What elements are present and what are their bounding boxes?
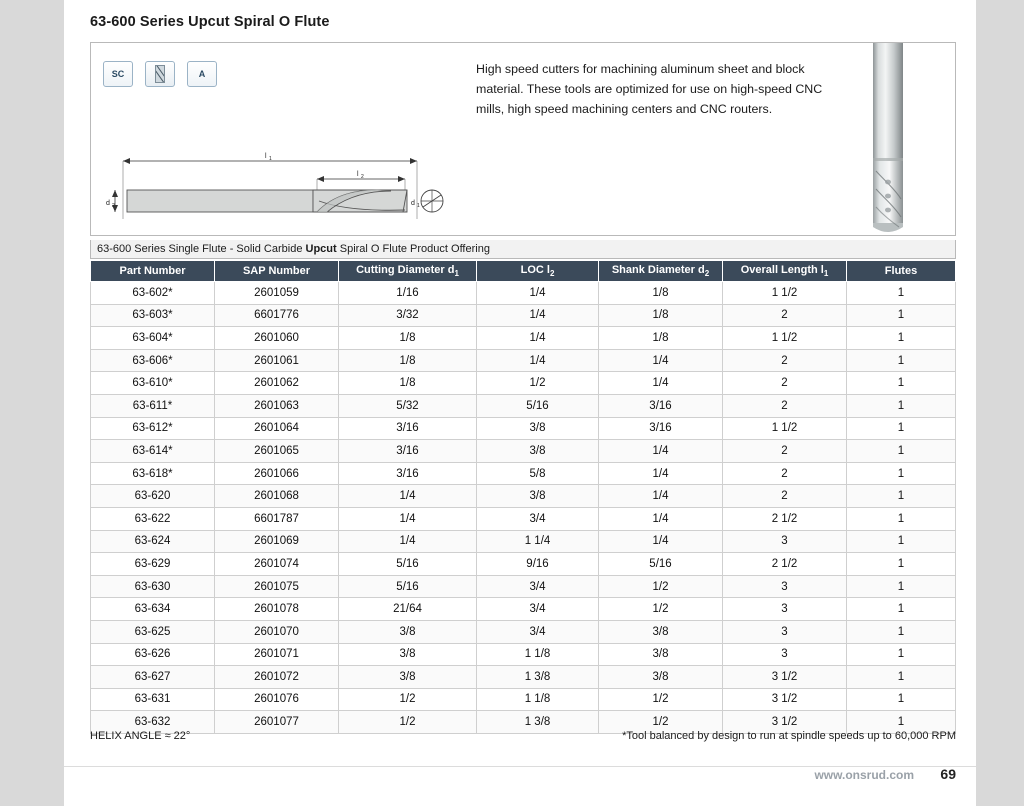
table-cell: 63-614* bbox=[91, 440, 215, 463]
table-cell: 3 bbox=[723, 530, 847, 553]
table-cell: 63-612* bbox=[91, 417, 215, 440]
table-cell: 3/4 bbox=[477, 507, 599, 530]
table-cell: 3/32 bbox=[339, 304, 477, 327]
table-row bbox=[91, 485, 956, 508]
table-cell: 2 bbox=[723, 440, 847, 463]
table-row bbox=[91, 349, 956, 372]
svg-text:1: 1 bbox=[417, 203, 420, 209]
table-cell: 1/4 bbox=[339, 507, 477, 530]
table-cell: 3 bbox=[723, 620, 847, 643]
table-cell: 5/32 bbox=[339, 394, 477, 417]
table-cell: 63-626 bbox=[91, 643, 215, 666]
svg-text:2: 2 bbox=[112, 203, 115, 209]
table-cell: 1 bbox=[847, 688, 956, 711]
end-mill-photo bbox=[829, 43, 949, 236]
col-overall-length: Overall Length $l_1$ bbox=[723, 261, 847, 282]
table-cell: 1/4 bbox=[599, 462, 723, 485]
table-cell: 1/4 bbox=[339, 485, 477, 508]
table-cell: 1 bbox=[847, 711, 956, 734]
product-info-panel bbox=[90, 42, 956, 236]
table-cell: 3/8 bbox=[599, 666, 723, 689]
table-cell: 1/4 bbox=[599, 507, 723, 530]
table-cell: 2601068 bbox=[215, 485, 339, 508]
table-row bbox=[91, 620, 956, 643]
table-cell: 21/64 bbox=[339, 598, 477, 621]
table-row bbox=[91, 643, 956, 666]
table-cell: 1/8 bbox=[339, 327, 477, 350]
table-cell: 3/8 bbox=[599, 643, 723, 666]
table-row bbox=[91, 530, 956, 553]
table-cell: 3/16 bbox=[599, 394, 723, 417]
table-cell: 5/16 bbox=[339, 553, 477, 576]
table-cell: 3/8 bbox=[599, 620, 723, 643]
table-cell: 1 bbox=[847, 507, 956, 530]
table-cell: 2 bbox=[723, 485, 847, 508]
table-row bbox=[91, 666, 956, 689]
table-cell: 1/4 bbox=[599, 349, 723, 372]
table-cell: 63-627 bbox=[91, 666, 215, 689]
table-cell: 2601069 bbox=[215, 530, 339, 553]
table-cell: 1 bbox=[847, 620, 956, 643]
table-cell: 1 bbox=[847, 462, 956, 485]
table-cell: 2601063 bbox=[215, 394, 339, 417]
table-cell: 1 bbox=[847, 304, 956, 327]
table-cell: 2 bbox=[723, 304, 847, 327]
table-cell: 3/8 bbox=[339, 643, 477, 666]
table-cell: 1/2 bbox=[599, 711, 723, 734]
table-cell: 1/4 bbox=[477, 327, 599, 350]
table-cell: 5/16 bbox=[477, 394, 599, 417]
table-cell: 3/4 bbox=[477, 620, 599, 643]
svg-text:1: 1 bbox=[269, 156, 272, 162]
table-cell: 2601071 bbox=[215, 643, 339, 666]
table-cell: 2601065 bbox=[215, 440, 339, 463]
col-sap-number: SAP Number bbox=[215, 261, 339, 282]
table-cell: 1/2 bbox=[599, 598, 723, 621]
table-cell: 1/4 bbox=[477, 349, 599, 372]
table-cell: 2601064 bbox=[215, 417, 339, 440]
table-row bbox=[91, 575, 956, 598]
helix-angle-note: HELIX ANGLE ≈ 22° bbox=[90, 730, 191, 742]
table-cell: 1/4 bbox=[599, 485, 723, 508]
product-description: High speed cutters for machining aluminum sheet and block material. These tools are optimized for use on high-speed CNC mills, high speed machining centers and CNC routers. bbox=[476, 62, 823, 116]
badge-sc: SC bbox=[103, 61, 133, 87]
table-cell: 2601075 bbox=[215, 575, 339, 598]
table-cell: 1 bbox=[847, 440, 956, 463]
table-caption-suffix: Spiral O Flute Product Offering bbox=[336, 243, 490, 255]
table-cell: 1 bbox=[847, 282, 956, 305]
table-cell: 1 bbox=[847, 349, 956, 372]
table-cell: 1/2 bbox=[339, 688, 477, 711]
table-cell: 63-634 bbox=[91, 598, 215, 621]
table-cell: 3 bbox=[723, 598, 847, 621]
table-cell: 5/8 bbox=[477, 462, 599, 485]
table-cell: 2601066 bbox=[215, 462, 339, 485]
table-cell: 63-629 bbox=[91, 553, 215, 576]
table-row bbox=[91, 553, 956, 576]
table-cell: 1/4 bbox=[339, 530, 477, 553]
table-row bbox=[91, 598, 956, 621]
table-cell: 2 bbox=[723, 349, 847, 372]
svg-text:l: l bbox=[357, 171, 359, 178]
svg-text:l: l bbox=[265, 153, 267, 160]
table-row bbox=[91, 282, 956, 305]
table-cell: 1 1/4 bbox=[477, 530, 599, 553]
table-header-row bbox=[91, 261, 956, 282]
table-cell: 1 1/2 bbox=[723, 417, 847, 440]
balance-note: *Tool balanced by design to run at spindle speeds up to 60,000 RPM bbox=[622, 730, 956, 742]
table-caption bbox=[90, 240, 956, 259]
table-cell: 63-604* bbox=[91, 327, 215, 350]
table-cell: 1 bbox=[847, 372, 956, 395]
table-row bbox=[91, 507, 956, 530]
table-cell: 3/8 bbox=[477, 485, 599, 508]
col-part-number: Part Number bbox=[91, 261, 215, 282]
document-page bbox=[64, 0, 976, 806]
table-cell: 2 bbox=[723, 372, 847, 395]
table-cell: 1 bbox=[847, 666, 956, 689]
page-title: 63-600 Series Upcut Spiral O Flute bbox=[90, 14, 330, 30]
table-cell: 2601074 bbox=[215, 553, 339, 576]
table-cell: 1/8 bbox=[599, 282, 723, 305]
table-cell: 63-622 bbox=[91, 507, 215, 530]
table-cell: 63-620 bbox=[91, 485, 215, 508]
table-cell: 1 bbox=[847, 553, 956, 576]
table-cell: 63-618* bbox=[91, 462, 215, 485]
col-cutting-diameter: Cutting Diameter $d_1$ bbox=[339, 261, 477, 282]
table-cell: 1 bbox=[847, 575, 956, 598]
table-cell: 9/16 bbox=[477, 553, 599, 576]
col-shank-diameter: Shank Diameter $d_2$ bbox=[599, 261, 723, 282]
table-cell: 5/16 bbox=[339, 575, 477, 598]
table-cell: 1 1/2 bbox=[723, 282, 847, 305]
svg-text:2: 2 bbox=[361, 174, 364, 180]
table-row bbox=[91, 417, 956, 440]
table-cell: 2601070 bbox=[215, 620, 339, 643]
table-row bbox=[91, 304, 956, 327]
table-cell: 63-625 bbox=[91, 620, 215, 643]
table-cell: 63-610* bbox=[91, 372, 215, 395]
table-cell: 1/4 bbox=[477, 304, 599, 327]
table-cell: 6601787 bbox=[215, 507, 339, 530]
product-table bbox=[90, 260, 956, 734]
table-cell: 1/4 bbox=[599, 440, 723, 463]
table-cell: 1 1/2 bbox=[723, 327, 847, 350]
table-cell: 2601060 bbox=[215, 327, 339, 350]
table-cell: 2 bbox=[723, 394, 847, 417]
table-cell: 3 1/2 bbox=[723, 688, 847, 711]
table-caption-bold: Upcut bbox=[305, 243, 337, 255]
table-cell: 1/16 bbox=[339, 282, 477, 305]
table-cell: 3/16 bbox=[599, 417, 723, 440]
table-cell: 63-630 bbox=[91, 575, 215, 598]
table-cell: 1/2 bbox=[477, 372, 599, 395]
table-row bbox=[91, 372, 956, 395]
table-cell: 2601072 bbox=[215, 666, 339, 689]
table-cell: 63-603* bbox=[91, 304, 215, 327]
table-cell: 6601776 bbox=[215, 304, 339, 327]
table-cell: 3 1/2 bbox=[723, 666, 847, 689]
table-cell: 1 bbox=[847, 643, 956, 666]
table-cell: 2 bbox=[723, 462, 847, 485]
table-cell: 3 1/2 bbox=[723, 711, 847, 734]
table-cell: 1 bbox=[847, 598, 956, 621]
col-loc: LOC $l_2$ bbox=[477, 261, 599, 282]
table-cell: 1/4 bbox=[477, 282, 599, 305]
technical-drawing bbox=[105, 139, 445, 231]
table-cell: 3/4 bbox=[477, 598, 599, 621]
table-cell: 1 bbox=[847, 394, 956, 417]
table-caption-prefix: 63-600 Series Single Flute - Solid Carbide bbox=[97, 243, 306, 255]
badge-group bbox=[103, 61, 217, 87]
table-cell: 3/8 bbox=[339, 666, 477, 689]
svg-text:d: d bbox=[411, 200, 415, 207]
table-cell: 1/8 bbox=[339, 372, 477, 395]
table-cell: 63-602* bbox=[91, 282, 215, 305]
table-cell: 1 1/8 bbox=[477, 643, 599, 666]
table-cell: 1/2 bbox=[599, 575, 723, 598]
table-cell: 2601061 bbox=[215, 349, 339, 372]
table-cell: 63-606* bbox=[91, 349, 215, 372]
table-cell: 3 bbox=[723, 643, 847, 666]
table-row bbox=[91, 327, 956, 350]
table-cell: 3 bbox=[723, 575, 847, 598]
website-url: www.onsrud.com bbox=[814, 768, 914, 782]
table-row bbox=[91, 462, 956, 485]
table-cell: 63-632 bbox=[91, 711, 215, 734]
page-number: 69 bbox=[940, 766, 956, 782]
table-cell: 2 1/2 bbox=[723, 553, 847, 576]
svg-text:d: d bbox=[106, 200, 110, 207]
table-cell: 1/2 bbox=[599, 688, 723, 711]
table-cell: 1/4 bbox=[599, 372, 723, 395]
table-body bbox=[91, 282, 956, 734]
table-cell: 63-624 bbox=[91, 530, 215, 553]
table-cell: 2601076 bbox=[215, 688, 339, 711]
table-cell: 1 3/8 bbox=[477, 666, 599, 689]
table-cell: 3/4 bbox=[477, 575, 599, 598]
table-cell: 63-611* bbox=[91, 394, 215, 417]
table-cell: 1/4 bbox=[599, 530, 723, 553]
badge-a: A bbox=[187, 61, 217, 87]
table-cell: 3/8 bbox=[477, 440, 599, 463]
table-cell: 2601077 bbox=[215, 711, 339, 734]
table-cell: 63-631 bbox=[91, 688, 215, 711]
table-cell: 3/16 bbox=[339, 417, 477, 440]
table-cell: 1 1/8 bbox=[477, 688, 599, 711]
table-cell: 5/16 bbox=[599, 553, 723, 576]
table-cell: 1/8 bbox=[599, 327, 723, 350]
table-cell: 1 3/8 bbox=[477, 711, 599, 734]
table-cell: 3/16 bbox=[339, 440, 477, 463]
table-cell: 1 bbox=[847, 327, 956, 350]
spiral-flute-icon bbox=[145, 61, 175, 87]
table-cell: 1 bbox=[847, 485, 956, 508]
table-cell: 3/8 bbox=[339, 620, 477, 643]
table-row bbox=[91, 394, 956, 417]
table-row bbox=[91, 440, 956, 463]
table-cell: 3/8 bbox=[477, 417, 599, 440]
table-cell: 1 bbox=[847, 530, 956, 553]
table-row bbox=[91, 688, 956, 711]
table-cell: 2601059 bbox=[215, 282, 339, 305]
table-cell: 2601062 bbox=[215, 372, 339, 395]
table-cell: 1/8 bbox=[599, 304, 723, 327]
table-cell: 2601078 bbox=[215, 598, 339, 621]
col-flutes: Flutes bbox=[847, 261, 956, 282]
table-cell: 1/2 bbox=[339, 711, 477, 734]
table-cell: 3/16 bbox=[339, 462, 477, 485]
table-cell: 2 1/2 bbox=[723, 507, 847, 530]
table-cell: 1 bbox=[847, 417, 956, 440]
table-cell: 1/8 bbox=[339, 349, 477, 372]
